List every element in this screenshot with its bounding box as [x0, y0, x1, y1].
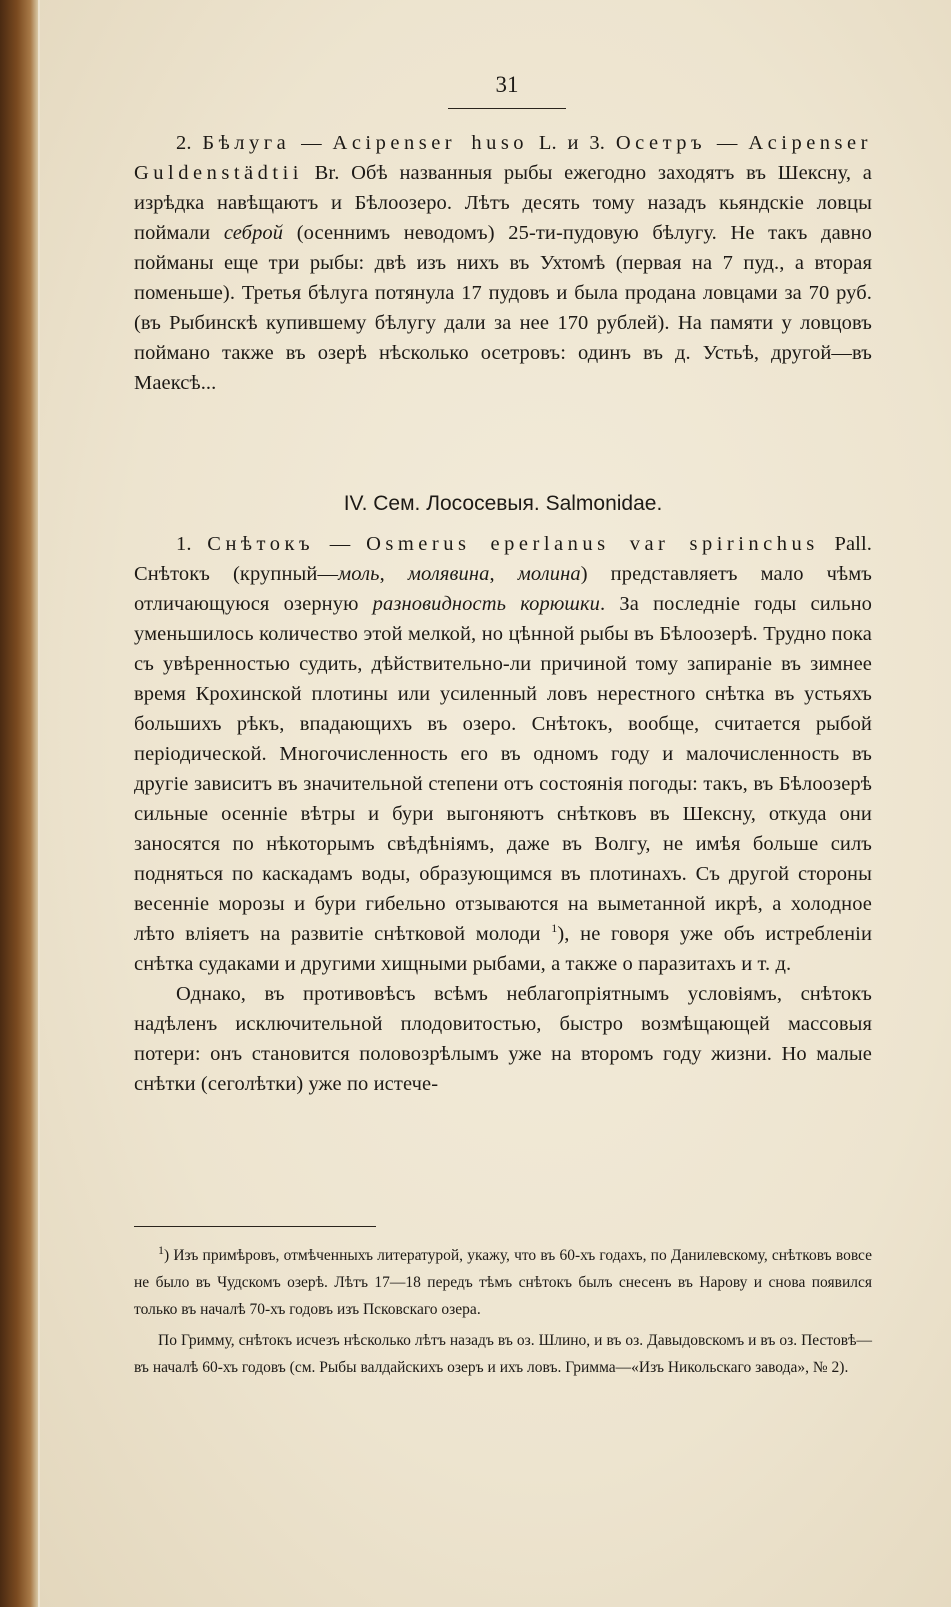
beluga-text-1: Br. Обѣ названныя рыбы ежегодно заходятъ въ Шексну, а изрѣдка навѣщаютъ и Бѣлоозеро. Лѣтъ десять тому назадъ кьяндскіе ловцы поймали: [134, 162, 872, 244]
footnote-2: По Гримму, снѣтокъ исчезъ нѣсколько лѣтъ назадъ въ оз. Шлино, и въ оз. Давыдовскомъ и въ оз. Пестовѣ—въ началѣ 60-хъ годовъ (см. Рыбы валдайскихъ озеръ и ихъ ловъ. Гримма—«Изъ Никольскаго завода», № 2).: [134, 1332, 872, 1376]
snetok-term-molina: молина: [517, 563, 581, 585]
snetok-name: Снѣтокъ: [207, 533, 315, 555]
beluga-text-2: (осеннимъ неводомъ) 25-ти-пудовую бѣлугу. Не такъ давно пойманы еще три рыбы: двѣ изъ нихъ въ Ухтомѣ (первая на 7 пуд., а вторая поменьше). Третья бѣлуга потянула 17 пудовъ и была продана ловцами за 70 руб. (въ Рыбинскѣ купившему бѣлугу дали за нее 170 рублей). На памяти у ловцовъ поймано также въ озерѣ нѣсколько осетровъ: одинъ въ д. Устьѣ, другой—въ Маексѣ...: [134, 222, 872, 394]
snetok-latin: Osmerus eperlanus var spirinchus: [366, 533, 819, 555]
snetok-term-variety: разновидность корюшки: [372, 593, 600, 615]
osetr-latin: Acipenser Guldenstädtii: [134, 132, 872, 184]
footnote-1-marker: 1: [158, 1242, 164, 1257]
footnote-1: [134, 1242, 872, 1323]
snetok-author: Pall.: [818, 533, 872, 555]
book-binding: [0, 0, 38, 1607]
snetok-dash: —: [314, 533, 367, 555]
comma: ,: [379, 563, 408, 585]
comma: ,: [489, 563, 518, 585]
beluga-paragraph: [134, 128, 872, 398]
snetok-text-4: ), не говоря уже объ истребленіи снѣтка судаками и другими хищными рыбами, а также о паразитахъ и т. д.: [134, 923, 873, 975]
osetr-dash: —: [706, 132, 749, 154]
beluga-latin: Acipenser huso: [332, 132, 529, 154]
snetok-text-1: Снѣтокъ (крупный—: [134, 563, 339, 585]
footnote-ref: 1: [551, 921, 558, 936]
book-page: [40, 0, 951, 1607]
beluga-author: L. и 3.: [528, 132, 616, 154]
footnotes: [134, 1242, 872, 1385]
snetok-term-mol: моль: [338, 563, 380, 585]
footnote-1-text: ) Изъ примѣровъ, отмѣченныхъ литературой, укажу, что въ 60-хъ годахъ, по Данилевскому, снѣтковъ вовсе не было въ Чудскомъ озерѣ. Лѣтъ 17—18 передъ тѣмъ снѣтокъ былъ снесенъ въ Нарову и снова появился только въ началѣ 70-хъ годовъ изъ Псковскаго озера.: [134, 1247, 872, 1318]
snetok-term-molyavina: молявина: [407, 563, 490, 585]
beluga-number: 2.: [176, 132, 192, 154]
page-number: 31: [448, 72, 566, 109]
snetok-text-2: ) представляетъ мало чѣмъ отличающуюся озерную: [134, 563, 872, 615]
snetok-text-3: . За последніе годы сильно уменьшилось количество этой мелкой, но цѣнной рыбы въ Бѣлоозерѣ. Трудно пока съ увѣренностью судить, дѣйствительно-ли причиной тому запираніе въ зимнее время Крохинской плотины или усиленный ловъ нерестного снѣтка въ устьяхъ большихъ рѣкъ, впадающихъ въ озеро. Снѣтокъ, вообще, считается рыбой періодической. Многочисленность его въ одномъ году и малочисленность въ другіе зависитъ въ значительной степени отъ состоянія погоды: такъ, въ Бѣлоозерѣ сильные осенніе вѣтры и бури выгоняютъ снѣтковъ въ Шексну, откуда они заносятся по нѣкоторымъ свѣдѣніямъ, даже въ Волгу, не имѣя больше силъ подняться по каскадамъ воды, образующимся въ плотинахъ. Съ другой стороны весенніе морозы и бури гибельно отзываются на выметанной икрѣ, а холодное лѣто вліяетъ на развитіе снѣтковой молоди: [134, 593, 872, 945]
snetok-section: [134, 529, 872, 1099]
beluga-term-sebroi: себрой: [223, 222, 284, 244]
beluga-dash: —: [290, 132, 333, 154]
snetok-number: 1.: [176, 533, 192, 555]
osetr-name: Осетръ: [615, 132, 707, 154]
beluga-name: Бѣлуга: [202, 132, 291, 154]
paragraph-3: Однако, въ противовѣсъ всѣмъ неблагопріятнымъ условіямъ, снѣтокъ надѣленъ исключительной плодовитостью, быстро возмѣщающей массовыя потери: онъ становится половозрѣлымъ уже на второмъ году жизни. Но малые снѣтки (сеголѣтки) уже по истече-: [134, 983, 872, 1095]
section-title: IV. Сем. Лососевыя. Salmonidae.: [343, 492, 663, 515]
footnote-divider: [134, 1226, 376, 1227]
snetok-paragraph: [134, 529, 872, 979]
